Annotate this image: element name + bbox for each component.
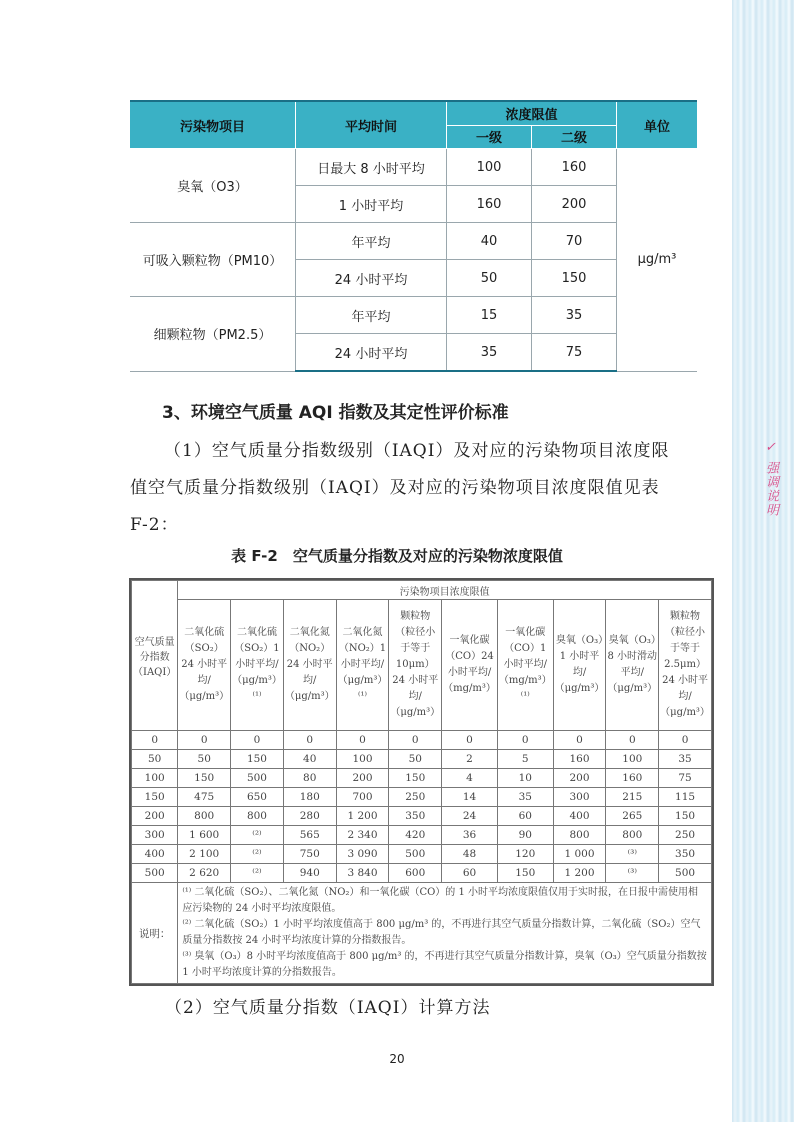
limit-value: 250: [659, 826, 712, 845]
grade2-cell: 75: [532, 334, 617, 372]
limit-value: 150: [389, 769, 442, 788]
note-item: ⁽²⁾ 二氧化硫（SO₂）1 小时平均浓度值高于 800 μg/m³ 的，不再进行其空气质量分指数计算，二氧化硫（SO₂）空气质量分指数按 24 小时平均浓度计算的分指数报告。: [182, 919, 701, 946]
column-header: 二氧化硫（SO₂）1 小时平均/（μg/m³）⁽¹⁾: [231, 600, 284, 731]
header-limit: 浓度限值: [447, 101, 617, 125]
grade2-cell: 160: [532, 149, 617, 186]
iaqi-value: 200: [132, 807, 178, 826]
limit-value: 2 100: [178, 845, 231, 864]
limit-value: 500: [659, 864, 712, 883]
header-iaqi: 空气质量分指数（IAQI）: [132, 581, 178, 731]
grade2-cell: 70: [532, 223, 617, 260]
grade1-cell: 35: [447, 334, 532, 372]
header-grade1: 一级: [447, 125, 532, 149]
limit-value: 265: [606, 807, 659, 826]
iaqi-value: 150: [132, 788, 178, 807]
limit-value: 215: [606, 788, 659, 807]
margin-annotation: ✓ 强调说明: [763, 440, 778, 518]
limit-value: 60: [442, 864, 498, 883]
limit-value: 150: [659, 807, 712, 826]
limit-value: 80: [283, 769, 336, 788]
limit-value: 35: [497, 788, 553, 807]
column-header: 一氧化碳（CO）24 小时平均/（mg/m³）: [442, 600, 498, 731]
header-unit: 单位: [617, 101, 698, 149]
column-header: 二氧化氮（NO₂）1 小时平均/（μg/m³）⁽¹⁾: [336, 600, 389, 731]
table-row: [132, 731, 712, 750]
limit-value: 750: [283, 845, 336, 864]
limit-value: 200: [553, 769, 606, 788]
limit-value: 0: [659, 731, 712, 750]
iaqi-value: 300: [132, 826, 178, 845]
limit-value: ⁽²⁾: [231, 845, 284, 864]
limit-value: 0: [553, 731, 606, 750]
grade1-cell: 15: [447, 297, 532, 334]
avg-time-cell: 年平均: [296, 223, 447, 260]
table-row: [132, 826, 712, 845]
page-number: 20: [389, 1052, 405, 1066]
grade2-cell: 150: [532, 260, 617, 297]
column-header: 一氧化碳（CO）1 小时平均/（mg/m³）⁽¹⁾: [497, 600, 553, 731]
limit-value: 120: [497, 845, 553, 864]
limit-value: 800: [178, 807, 231, 826]
limit-value: 10: [497, 769, 553, 788]
limit-value: 50: [389, 750, 442, 769]
avg-time-cell: 24 小时平均: [296, 334, 447, 372]
notes-cell: [178, 883, 712, 984]
limit-value: 0: [231, 731, 284, 750]
limit-value: 1 200: [336, 807, 389, 826]
limit-value: 100: [606, 750, 659, 769]
column-header: 二氧化氮（NO₂）24 小时平均/（μg/m³）: [283, 600, 336, 731]
limit-value: ⁽³⁾: [606, 864, 659, 883]
header-grade2: 二级: [532, 125, 617, 149]
avg-time-cell: 24 小时平均: [296, 260, 447, 297]
limit-value: 2: [442, 750, 498, 769]
limit-value: 50: [178, 750, 231, 769]
note-item: ⁽¹⁾ 二氧化硫（SO₂）、二氧化氮（NO₂）和一氧化碳（CO）的 1 小时平均浓度限值仅用于实时报，在日报中需使用相应污染物的 24 小时平均浓度限值。: [182, 887, 699, 914]
limit-value: ⁽³⁾: [606, 845, 659, 864]
column-header: 颗粒物（粒径小于等于10μm）24 小时平均/（μg/m³）: [389, 600, 442, 731]
table-row: [132, 807, 712, 826]
limit-value: 200: [336, 769, 389, 788]
limit-value: 160: [553, 750, 606, 769]
limit-value: 800: [553, 826, 606, 845]
grade1-cell: 100: [447, 149, 532, 186]
limit-value: 565: [283, 826, 336, 845]
pollutant-name: 细颗粒物（PM2.5）: [130, 297, 296, 372]
table-row: [132, 845, 712, 864]
column-header-row: [132, 600, 712, 731]
body-paragraph: [130, 433, 695, 544]
limit-value: 14: [442, 788, 498, 807]
limit-value: 75: [659, 769, 712, 788]
limit-value: 0: [336, 731, 389, 750]
note-item: ⁽³⁾ 臭氧（O₃）8 小时平均浓度值高于 800 μg/m³ 的，不再进行其空气质量分指数计算，臭氧（O₃）空气质量分指数按 1 小时平均浓度计算的分指数报告。: [182, 951, 707, 978]
limit-value: 350: [659, 845, 712, 864]
avg-time-cell: 1 小时平均: [296, 186, 447, 223]
limit-value: 35: [659, 750, 712, 769]
iaqi-value: 50: [132, 750, 178, 769]
limit-value: 5: [497, 750, 553, 769]
avg-time-cell: 年平均: [296, 297, 447, 334]
grade2-cell: 35: [532, 297, 617, 334]
notes-label: 说明：: [132, 883, 178, 984]
table-row: [132, 864, 712, 883]
limit-value: 150: [178, 769, 231, 788]
limit-value: 3 090: [336, 845, 389, 864]
iaqi-value: 400: [132, 845, 178, 864]
limit-value: 300: [553, 788, 606, 807]
limit-value: 100: [336, 750, 389, 769]
limit-value: ⁽²⁾: [231, 826, 284, 845]
iaqi-value: 500: [132, 864, 178, 883]
limit-value: 2 340: [336, 826, 389, 845]
iaqi-value: 100: [132, 769, 178, 788]
column-header: 臭氧（O₃）8 小时滑动平均/（μg/m³）: [606, 600, 659, 731]
limit-value: 800: [231, 807, 284, 826]
subheading: （2）空气质量分指数（IAQI）计算方法: [165, 998, 491, 1018]
limit-value: 160: [606, 769, 659, 788]
table-row: [132, 769, 712, 788]
table-row: [132, 750, 712, 769]
grade1-cell: 40: [447, 223, 532, 260]
pollutant-name: 臭氧（O3）: [130, 149, 296, 223]
limit-value: 2 620: [178, 864, 231, 883]
limit-value: 115: [659, 788, 712, 807]
limit-value: 90: [497, 826, 553, 845]
limit-value: 0: [178, 731, 231, 750]
limit-value: 800: [606, 826, 659, 845]
limit-value: 180: [283, 788, 336, 807]
section-heading: 3、环境空气质量 AQI 指数及其定性评价标准: [162, 403, 509, 423]
limit-value: 400: [553, 807, 606, 826]
table-row: [132, 788, 712, 807]
grade2-cell: 200: [532, 186, 617, 223]
limit-value: 350: [389, 807, 442, 826]
limit-value: 500: [231, 769, 284, 788]
limit-value: 1 000: [553, 845, 606, 864]
limit-value: 40: [283, 750, 336, 769]
limit-value: 0: [389, 731, 442, 750]
limit-value: 0: [497, 731, 553, 750]
iaqi-table: [131, 580, 712, 984]
paragraph-line: F-2：: [130, 515, 179, 535]
limit-value: ⁽²⁾: [231, 864, 284, 883]
column-header: 臭氧（O₃）1 小时平均/（μg/m³）: [553, 600, 606, 731]
limit-value: 250: [389, 788, 442, 807]
limit-value: 500: [389, 845, 442, 864]
limit-value: 1 200: [553, 864, 606, 883]
limit-value: 0: [606, 731, 659, 750]
iaqi-value: 0: [132, 731, 178, 750]
limit-value: 36: [442, 826, 498, 845]
limit-value: 150: [497, 864, 553, 883]
pollutant-name: 可吸入颗粒物（PM10）: [130, 223, 296, 297]
grade1-cell: 160: [447, 186, 532, 223]
limit-value: 48: [442, 845, 498, 864]
limit-value: 4: [442, 769, 498, 788]
header-avg-time: 平均时间: [296, 101, 447, 149]
limit-value: 940: [283, 864, 336, 883]
limit-value: 60: [497, 807, 553, 826]
limit-value: 475: [178, 788, 231, 807]
limit-value: 24: [442, 807, 498, 826]
limit-value: 0: [283, 731, 336, 750]
limit-value: 700: [336, 788, 389, 807]
limit-value: 650: [231, 788, 284, 807]
limit-value: 1 600: [178, 826, 231, 845]
column-header: 二氧化硫（SO₂）24 小时平均/（μg/m³）: [178, 600, 231, 731]
avg-time-cell: 日最大 8 小时平均: [296, 149, 447, 186]
header-pollutant: 污染物项目: [130, 101, 296, 149]
paragraph-line: 值空气质量分指数级别（IAQI）及对应的污染物项目浓度限值见表: [130, 478, 660, 498]
limit-value: 280: [283, 807, 336, 826]
limit-value: 150: [231, 750, 284, 769]
paragraph-line: （1）空气质量分指数级别（IAQI）及对应的污染物项目浓度限: [164, 441, 670, 461]
unit-cell: μg/m³: [617, 149, 698, 372]
column-header: 颗粒物（粒径小于等于2.5μm）24 小时平均/（μg/m³）: [659, 600, 712, 731]
header-group: 污染物项目浓度限值: [178, 581, 712, 600]
limit-value: 600: [389, 864, 442, 883]
grade1-cell: 50: [447, 260, 532, 297]
limit-value: 3 840: [336, 864, 389, 883]
limit-value: 420: [389, 826, 442, 845]
limit-value: 0: [442, 731, 498, 750]
concentration-limit-table: [130, 100, 697, 372]
table-caption: 表 F-2 空气质量分指数及对应的污染物浓度限值: [231, 547, 563, 565]
